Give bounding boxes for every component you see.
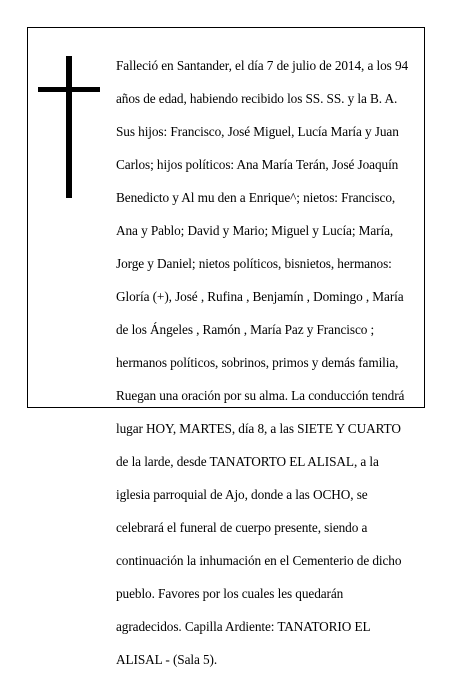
cross-vertical-bar	[66, 56, 72, 198]
text-line: Ruegan una oración por su alma. La conducción tendrá	[116, 387, 405, 403]
text-line: ALISAL - (Sala 5).	[116, 651, 218, 667]
text-line: Ana y Pablo; David y Mario; Miguel y Lucía; María,	[116, 222, 394, 238]
obituary-notice	[27, 27, 425, 667]
obituary-text	[116, 41, 422, 685]
cross-horizontal-bar	[38, 87, 100, 92]
text-line: de la larde, desde TANATORTO EL ALISAL, a la	[116, 453, 379, 469]
text-line: años de edad, habiendo recibido los SS. SS. y la B. A.	[116, 90, 398, 106]
text-line: lugar HOY, MARTES, día 8, a las SIETE Y CUARTO	[116, 420, 401, 436]
text-line: celebrará el funeral de cuerpo presente, siendo a	[116, 519, 368, 535]
text-line: agradecidos. Capilla Ardiente: TANATORIO EL	[116, 618, 371, 634]
text-line: hermanos políticos, sobrinos, primos y demás familia,	[116, 354, 399, 370]
text-line: Benedicto y Al mu den a Enrique^; nietos: Francisco,	[116, 189, 396, 205]
text-line: iglesia parroquial de Ajo, donde a las OCHO, se	[116, 486, 368, 502]
text-line: de los Ángeles , Ramón , María Paz y Francisco ;	[116, 321, 375, 337]
latin-cross-icon	[38, 56, 100, 198]
text-line: Sus hijos: Francisco, José Miguel, Lucía María y Juan	[116, 123, 399, 139]
text-line: pueblo. Favores por los cuales les quedarán	[116, 585, 344, 601]
text-line: continuación la inhumación en el Cementerio de dicho	[116, 552, 402, 568]
text-line: Gloría (+), José , Rufina , Benjamín , Domingo , María	[116, 288, 404, 304]
text-line: Falleció en Santander, el día 7 de julio de 2014, a los 94	[116, 57, 409, 73]
text-line: Jorge y Daniel; nietos políticos, bisnietos, hermanos:	[116, 255, 392, 271]
text-line: Carlos; hijos políticos: Ana María Terán, José Joaquín	[116, 156, 399, 172]
